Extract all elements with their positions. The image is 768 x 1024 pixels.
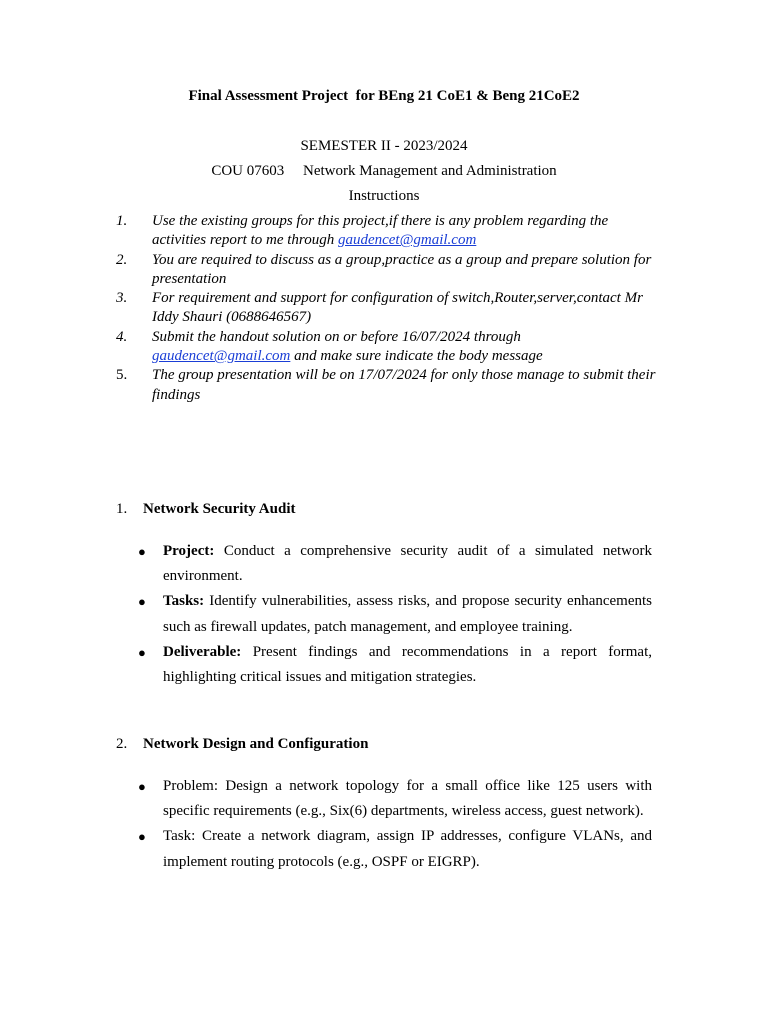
- bullet-text: Present findings and recommendations in a report format, highlighting critical issues and mitigation strategies.: [163, 643, 652, 686]
- instructions-list: [116, 212, 656, 405]
- instruction-number: 4.: [116, 328, 128, 345]
- instruction-number: 2.: [116, 251, 128, 268]
- instruction-item: [116, 212, 656, 251]
- bullet-item: [136, 589, 652, 639]
- bullet-label: Project:: [163, 543, 215, 559]
- instruction-text: For requirement and support for configuration of switch,Router,server,contact Mr Iddy Shauri (0688646567): [152, 290, 643, 326]
- bullet-icon: ●: [138, 829, 146, 845]
- bullet-item: [136, 824, 652, 874]
- section-title: Network Design and Configuration: [143, 736, 369, 752]
- semester-line: SEMESTER II - 2023/2024: [300, 138, 468, 154]
- bullet-icon: ●: [138, 544, 146, 559]
- section-bullets: [136, 774, 652, 875]
- bullet-item: [136, 640, 652, 690]
- course-line: COU 07603 Network Management and Administration: [211, 163, 557, 179]
- bullet-label: Tasks:: [163, 593, 205, 610]
- section-bullets: [136, 539, 652, 690]
- bullet-icon: ●: [138, 779, 146, 794]
- bullet-text: Task: Create a network diagram, assign IP addresses, configure VLANs, and implement routing protocols (e.g., OSPF or EIGRP).: [163, 828, 652, 870]
- section-number: 1.: [116, 501, 128, 517]
- instruction-item: [116, 328, 656, 367]
- bullet-item: [136, 539, 652, 589]
- instruction-item: [116, 289, 656, 328]
- instruction-number: 5.: [116, 367, 128, 384]
- instruction-number: 3.: [116, 290, 128, 307]
- bullet-icon: ●: [138, 644, 146, 660]
- instruction-text-after: and make sure indicate the body message: [290, 348, 543, 365]
- email-link[interactable]: gaudencet@gmail.com: [337, 232, 477, 249]
- section-heading-network-design: [116, 735, 368, 754]
- bullet-text: Problem: Design a network topology for a small office like 125 users with specific requirements (e.g., Six(6) departments, wireless access, guest network).: [163, 778, 652, 820]
- bullet-text: Conduct a comprehensive security audit of a simulated network environment.: [163, 543, 652, 585]
- instruction-item: [116, 251, 656, 290]
- instruction-text: You are required to discuss as a group,practice as a group and prepare solution for presentation: [152, 251, 652, 287]
- section-title: Network Security Audit: [143, 501, 296, 517]
- instruction-text: Submit the handout solution on or before 16/07/2024 through: [152, 328, 521, 345]
- bullet-text: Identify vulnerabilities, assess risks, and propose security enhancements such as firewall updates, patch management, and employee training.: [163, 593, 652, 635]
- instruction-item: [116, 366, 656, 405]
- document-title: Final Assessment Project for BEng 21 CoE1 & Beng 21CoE2: [188, 88, 580, 104]
- section-heading-security-audit: [116, 500, 296, 519]
- instructions-heading: Instructions: [348, 188, 420, 204]
- bullet-label: Deliverable:: [163, 643, 242, 660]
- bullet-icon: ●: [138, 594, 146, 610]
- instruction-number: 1.: [116, 213, 128, 229]
- section-number: 2.: [116, 736, 128, 752]
- bullet-item: [136, 774, 652, 824]
- email-link[interactable]: gaudencet@gmail.com: [152, 348, 291, 365]
- instruction-text: The group presentation will be on 17/07/2024 for only those manage to submit their findings: [152, 367, 656, 403]
- instruction-text: Use the existing groups for this project,if there is any problem regarding the activities report to me through: [152, 213, 609, 249]
